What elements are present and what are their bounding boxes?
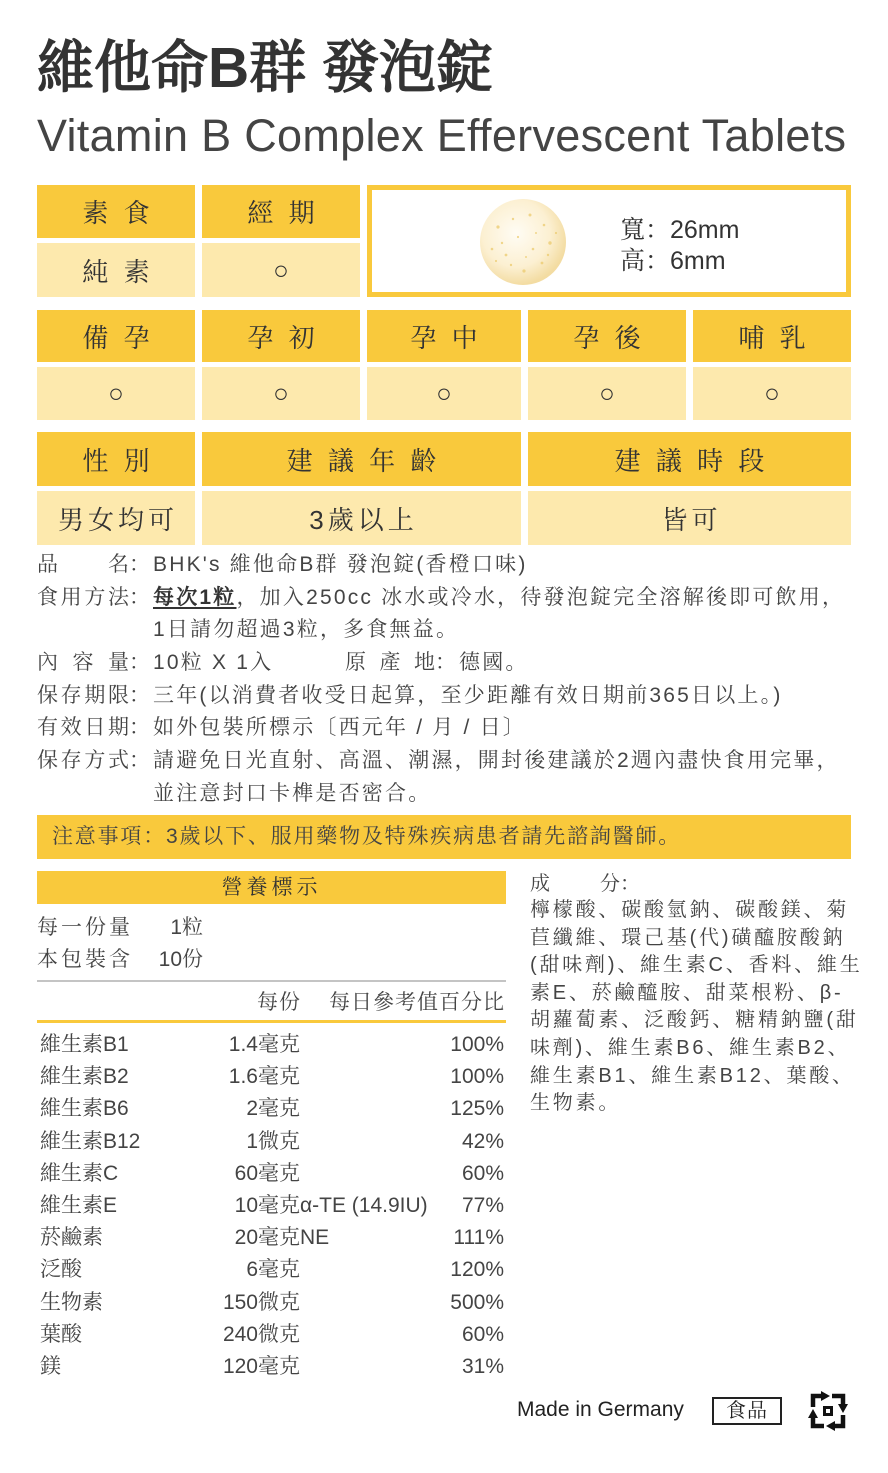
notice-bar: 注意事項：3歲以下、服用藥物及特殊疾病患者請先諮詢醫師。 (37, 815, 851, 859)
serving-size-value: 1粒 (170, 916, 203, 939)
nutrient-unit: 毫克α-TE (14.9IU) (258, 1194, 428, 1217)
value-menstrual: ○ (202, 243, 360, 297)
info-row-expiry (37, 712, 857, 745)
nutrient-name: 維生素B1 (40, 1033, 129, 1056)
nutrient-daily-value: 120% (450, 1258, 504, 1281)
nutrient-row (37, 1190, 506, 1222)
ingredients-line: 素E、菸鹼醯胺、甜菜根粉、β- (530, 981, 844, 1004)
info-value: 如外包裝所標示〔西元年 / 月 / 日〕 (153, 716, 527, 740)
servings-per-package-row (37, 944, 506, 976)
ingredients-line: 苣纖維、環己基(代)磺醯胺酸鈉 (530, 926, 846, 949)
nutrient-name: 生物素 (40, 1291, 103, 1314)
nutrient-amount: 20 (234, 1226, 258, 1249)
ingredients-colon: ： (620, 873, 640, 895)
nutrient-daily-value: 77% (461, 1194, 504, 1217)
tablet-image (478, 197, 568, 287)
nutrient-unit: 毫克 (258, 1258, 300, 1281)
ingredients-list (530, 897, 863, 1118)
info-colon: ： (129, 585, 150, 609)
nutrient-unit: 毫克 (258, 1162, 300, 1185)
nutrient-name: 鎂 (40, 1355, 61, 1378)
nutrient-daily-value: 60% (461, 1323, 504, 1346)
info-value: 三年(以消費者收受日起算，至少距離有效日期前365日以上。) (153, 683, 783, 707)
divider (37, 1020, 506, 1023)
info-label: 內 容 量 (37, 651, 129, 675)
info-colon: ： (435, 651, 456, 675)
nutrient-daily-value: 111% (453, 1226, 504, 1249)
usage-emphasis: 每次1粒 (153, 585, 237, 609)
nutrient-row (37, 1222, 506, 1254)
recycle-icon (808, 1391, 848, 1431)
header-pre-pregnancy: 備 孕 (37, 310, 195, 362)
info-colon: ： (129, 553, 150, 576)
nutrient-name: 維生素B2 (40, 1065, 129, 1088)
nutrient-daily-value: 100% (450, 1033, 504, 1056)
info-row-storage-cont (37, 778, 857, 811)
info-colon: ： (129, 683, 150, 707)
nutrient-unit: 微克 (258, 1291, 300, 1314)
nutrient-row (37, 1158, 506, 1190)
tablet-width: 寬：26mm (620, 216, 740, 244)
info-colon: ： (129, 716, 150, 740)
header-gender: 性 別 (37, 432, 195, 486)
column-per-serving: 每份 (257, 991, 301, 1014)
nutrient-name: 維生素B6 (40, 1097, 129, 1120)
column-daily-value: 每日參考值百分比 (329, 991, 505, 1014)
nutrient-daily-value: 60% (461, 1162, 504, 1185)
nutrient-unit: 毫克 (258, 1065, 300, 1088)
info-row-usage-cont (37, 614, 857, 647)
divider (37, 980, 506, 982)
nutrient-unit: 微克 (258, 1130, 300, 1153)
tablet-dimensions (620, 215, 739, 277)
nutrient-row (37, 1319, 506, 1351)
ingredients-line: 檸檬酸、碳酸氫鈉、碳酸鎂、菊 (530, 899, 850, 921)
nutrient-daily-value: 125% (450, 1097, 504, 1120)
header-recommended-time: 建 議 時 段 (528, 432, 851, 486)
ingredients-line: 維生素B1、維生素B12、葉酸、 (530, 1064, 855, 1087)
info-row-shelf-life (37, 680, 857, 713)
info-label: 食用方法 (37, 585, 129, 609)
header-early-pregnancy: 孕 初 (202, 310, 360, 362)
made-in-label: Made in Germany (517, 1398, 684, 1421)
info-row-usage (37, 582, 857, 615)
value-gender: 男女均可 (37, 491, 195, 545)
info-row-contents (37, 647, 857, 680)
nutrient-name: 泛酸 (40, 1258, 82, 1281)
header-recommended-age: 建 議 年 齡 (202, 432, 521, 486)
nutrient-row (37, 1061, 506, 1093)
ingredients-line: 味劑)、維生素B6、維生素B2、 (530, 1036, 851, 1059)
nutrient-amount: 2 (246, 1097, 258, 1120)
header-vegetarian: 素 食 (37, 185, 195, 238)
nutrient-row (37, 1093, 506, 1125)
info-label: 有效日期 (37, 716, 129, 740)
info-row-name (37, 549, 857, 582)
nutrient-name: 維生素B12 (40, 1130, 141, 1153)
nutrient-amount: 240 (222, 1323, 258, 1346)
value-breastfeeding: ○ (693, 367, 851, 420)
nutrient-unit: 毫克 (258, 1097, 300, 1120)
nutrient-row (37, 1351, 506, 1383)
nutrient-unit: 毫克 (258, 1033, 300, 1056)
nutrient-unit: 微克 (258, 1323, 300, 1346)
value-late-pregnancy: ○ (528, 367, 686, 420)
info-value: 並注意封口卡榫是否密合。 (153, 781, 432, 805)
nutrient-unit: 毫克 (258, 1355, 300, 1378)
ingredients-line: 生物素。 (530, 1092, 622, 1115)
info-value: 1日請勿超過3粒，多食無益。 (153, 618, 460, 642)
nutrient-amount: 6 (246, 1258, 258, 1281)
info-value: 請避免日光直射、高溫、潮濕，開封後建議於2週內盡快食用完畢， (153, 749, 840, 773)
nutrient-daily-value: 42% (461, 1130, 504, 1153)
ingredients-label-text: 成 分 (530, 873, 620, 895)
serving-size-label: 每一份量 (37, 916, 133, 939)
header-breastfeeding: 哺 乳 (693, 310, 851, 362)
nutrient-row (37, 1029, 506, 1061)
nutrient-amount: 10 (234, 1194, 258, 1217)
nutrient-daily-value: 100% (450, 1065, 504, 1088)
nutrient-unit: 毫克NE (258, 1226, 330, 1249)
product-title: 維他命B群 發泡錠 (37, 36, 493, 100)
nutrition-column-headers (37, 987, 506, 1019)
nutrition-title: 營養標示 (37, 871, 506, 904)
info-label: 品 名 (37, 553, 129, 576)
info-value: 德國。 (459, 651, 529, 675)
servings-per-package-label: 本包裝含 (37, 948, 133, 971)
nutrient-amount: 120 (222, 1355, 258, 1378)
value-early-pregnancy: ○ (202, 367, 360, 420)
servings-per-package-value: 10份 (158, 948, 203, 971)
nutrient-amount: 60 (234, 1162, 258, 1185)
info-row-storage (37, 745, 857, 778)
value-vegetarian: 純 素 (37, 243, 195, 297)
product-info (37, 549, 857, 811)
nutrient-amount: 1.4 (228, 1033, 258, 1056)
nutrient-amount: 150 (222, 1291, 258, 1314)
tablet-size-box (367, 185, 851, 297)
info-value: ，加入250cc 冰水或冷水，待發泡錠完全溶解後即可飲用， (236, 585, 846, 609)
value-pre-pregnancy: ○ (37, 367, 195, 420)
tablet-height: 高：6mm (620, 247, 726, 275)
food-mark: 食品 (712, 1397, 782, 1425)
nutrient-row (37, 1126, 506, 1158)
info-label: 保存期限 (37, 683, 129, 707)
info-label: 原 產 地 (345, 651, 435, 675)
info-colon: ： (129, 749, 150, 773)
nutrient-daily-value: 500% (450, 1291, 504, 1314)
nutrient-name: 菸鹼素 (40, 1226, 103, 1249)
value-recommended-time: 皆可 (528, 491, 851, 545)
nutrient-name: 維生素E (40, 1194, 118, 1217)
info-value: BHK's 維他命B群 發泡錠(香橙口味) (153, 553, 528, 576)
nutrient-name: 葉酸 (40, 1323, 82, 1346)
ingredients-label (530, 870, 640, 898)
info-colon: ： (129, 651, 150, 675)
header-mid-pregnancy: 孕 中 (367, 310, 521, 362)
ingredients-line: (甜味劑)、維生素C、香料、維生 (530, 954, 863, 977)
nutrient-amount: 1.6 (228, 1065, 258, 1088)
nutrient-amount: 1 (246, 1130, 258, 1153)
nutrient-daily-value: 31% (461, 1355, 504, 1378)
product-subtitle: Vitamin B Complex Effervescent Tablets (37, 110, 847, 161)
value-mid-pregnancy: ○ (367, 367, 521, 420)
nutrient-name: 維生素C (40, 1162, 119, 1185)
value-recommended-age: 3歲以上 (202, 491, 521, 545)
info-label: 保存方式 (37, 749, 129, 773)
serving-size-row (37, 912, 506, 944)
nutrient-row (37, 1254, 506, 1286)
ingredients-line: 胡蘿蔔素、泛酸鈣、糖精鈉鹽(甜 (530, 1009, 859, 1032)
nutrient-row (37, 1287, 506, 1319)
header-menstrual: 經 期 (202, 185, 360, 238)
info-value: 10粒 X 1入 (153, 651, 274, 675)
header-late-pregnancy: 孕 後 (528, 310, 686, 362)
